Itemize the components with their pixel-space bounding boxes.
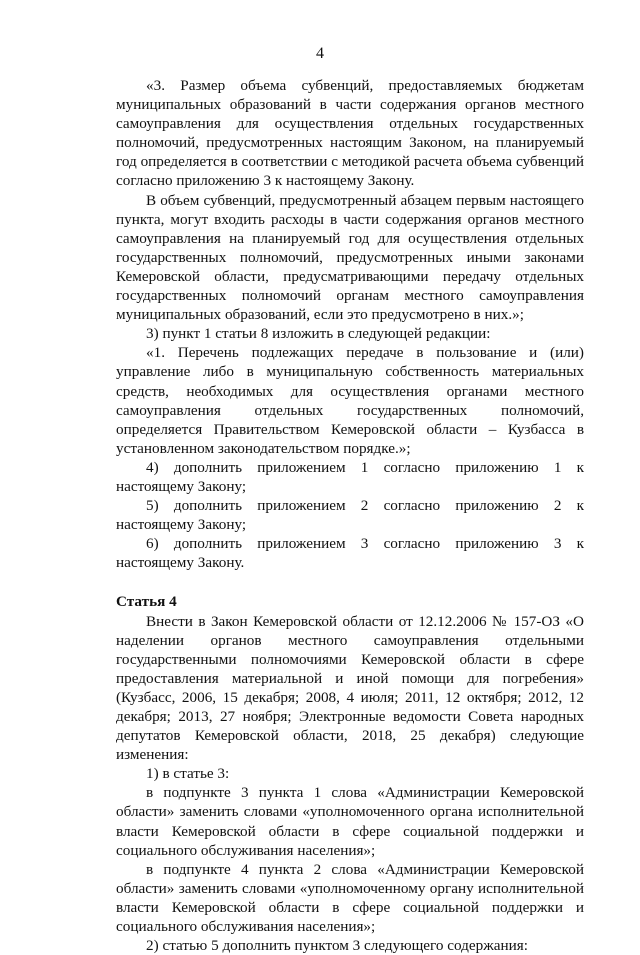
paragraph-subitem-3-change: в подпункте 3 пункта 1 слова «Администрации Кемеровской области» заменить словами «уполномоченного органа исполнительной власти Кемеровской области в сфере социальной поддержки и социального обслуживания населения»; [116,784,584,859]
paragraph-subsidy-volume: «3. Размер объема субвенций, предоставляемых бюджетам муниципальных образований в части содержания органов местного самоуправления для осуществления отдельных государственных полномочий, предусмотренных настоящим Законом, на планируемый год определяется в соответствии с методикой расчета объема субвенций согласно приложению 3 к настоящему Закону. [116,77,584,190]
paragraph-item-6: 6) дополнить приложением 3 согласно приложению 3 к настоящему Закону. [116,535,584,572]
article-heading: Статья 4 [116,593,177,611]
paragraph-material-list: «1. Перечень подлежащих передаче в пользование и (или) управление либо в муниципальную собственность материальных средств, необходимых для осуществления органами местного самоуправления отдельных государственных полномочий, определяется Правительством Кемеровской области – Кузбасса в установленном законодательством порядке.»; [116,344,584,457]
paragraph-item-5: 5) дополнить приложением 2 согласно приложению 2 к настоящему Закону; [116,497,584,534]
paragraph-article5-change: 2) статью 5 дополнить пунктом 3 следующего содержания: [146,937,528,955]
paragraph-item-3: 3) пункт 1 статьи 8 изложить в следующей редакции: [146,325,491,343]
document-body [116,76,584,955]
page-number: 4 [316,45,324,62]
paragraph-subsidy-expenses: В объем субвенций, предусмотренный абзацем первым настоящего пункта, могут входить расходы в части содержания органов местного самоуправления на планируемый год для осуществления отдельных государственных полномочий, предусмотренных иными законами Кемеровской области, предусматривающими передачу отдельных государственных полномочий органам местного самоуправления муниципальных образований, если это предусмотрено в них.»; [116,191,584,324]
paragraph-subitem-4-change: в подпункте 4 пункта 2 слова «Администрации Кемеровской области» заменить словами «уполномоченному органу исполнительной власти Кемеровской области в сфере социальной поддержки и социального обслуживания населения»; [116,860,584,936]
paragraph-item-4: 4) дополнить приложением 1 согласно приложению 1 к настоящему Закону; [116,458,584,495]
paragraph-article3-change: 1) в статье 3: [146,765,230,783]
paragraph-article-intro: Внести в Закон Кемеровской области от 12.12.2006 № 157-ОЗ «О наделении органов местного самоуправления отдельными государственными полномочиями Кемеровской области в сфере предоставления материальной и иной помощи для погребения» (Кузбасс, 2006, 15 декабря; 2008, 4 июля; 2011, 12 октября; 2012, 12 декабря; 2013, 27 ноября; Электронные ведомости Совета народных депутатов Кемеровской области, 2018, 25 декабря) следующие изменения: [116,612,584,764]
